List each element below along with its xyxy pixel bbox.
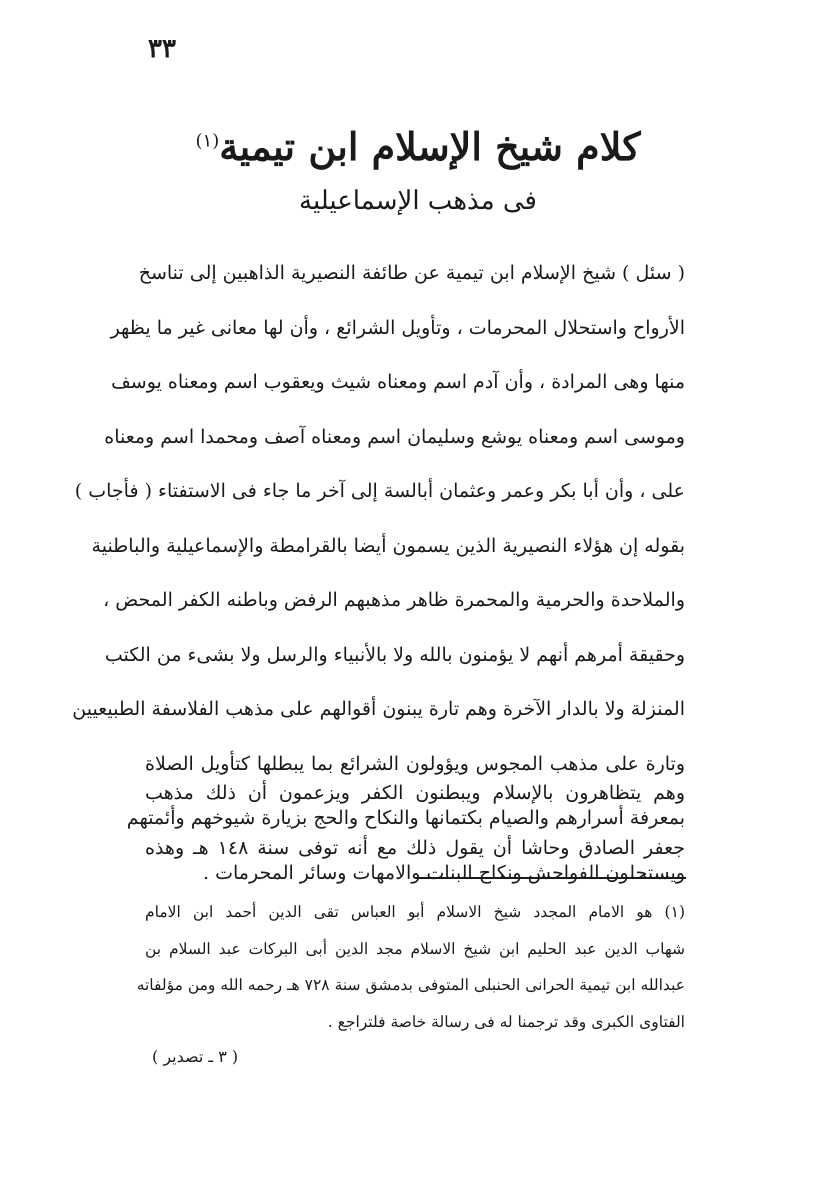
text-line: منها وهى المرادة ، وأن آدم اسم ومعناه شيث ويعقوب اسم ومعناه يوسف	[111, 371, 685, 393]
signature-mark: ( ٣ ـ تصدير )	[152, 1047, 239, 1066]
title-text: كلام شيخ الإسلام ابن تيمية	[219, 124, 641, 169]
text-line: وتارة على مذهب المجوس ويؤولون الشرائع بما يبطلها كتأويل الصلاة	[145, 752, 685, 775]
text-line: على ، وأن أبا بكر وعمر وعثمان أبالسة إلى آخر ما جاء فى الاستفتاء ( فأجاب )	[74, 480, 685, 502]
text-line: الأرواح واستحلال المحرمات ، وتأويل الشرائع ، وأن لها معانى غير ما يظهر	[110, 316, 685, 339]
footnote-line: (١) هو الامام المجدد شيخ الاسلام أبو العباس تقى الدين أحمد ابن الامام	[145, 903, 685, 921]
text-line: المنزلة ولا بالدار الآخرة وهم تارة يبنون أقوالهم على مذهب الفلاسفة الطبيعيين	[72, 698, 685, 720]
text-line: بقوله إن هؤلاء النصيرية الذين يسمون أيضا بالقرامطة والإسماعيلية والباطنية	[91, 534, 685, 557]
page-number: ٣٣	[148, 34, 176, 64]
page-subtitle: فى مذهب الإسماعيلية	[299, 186, 537, 216]
text-line: وهم يتظاهرون بالإسلام ويبطنون الكفر ويزعمون أن ذلك مذهب	[145, 782, 685, 804]
footnote	[136, 894, 685, 1040]
text-line: وحقيقة أمرهم أنهم لا يؤمنون بالله ولا بالأنبياء والرسل ولا بشىء من الكتب	[104, 643, 685, 666]
text-line: ( سئل ) شيخ الإسلام ابن تيمية عن طائفة النصيرية الذاهبين إلى تناسخ	[138, 262, 685, 284]
footnote-line: شهاب الدين عبد الحليم ابن شيخ الاسلام مجد الدين أبى البركات عبد السلام بن	[145, 939, 685, 958]
text-line: ويستحلون الفواحش ونكاح البنات والامهات وسائر المحرمات .	[203, 861, 685, 884]
text-line: بمعرفة أسرارهم والصيام بكتمانها والنكاح والحج بزيارة شيوخهم وأئمتهم	[126, 807, 685, 829]
title-footnote-mark: (١)	[195, 130, 220, 152]
text-line: وموسى اسم ومعناه يوشع وسليمان اسم ومعناه آصف ومحمدا اسم ومعناه	[104, 425, 685, 448]
text-line: والملاحدة والحرمية والمحمرة ظاهر مذهبهم الرفض وباطنه الكفر المحض ،	[103, 589, 685, 611]
text-line: جعفر الصادق وحاشا أن يقول ذلك مع أنه توفى سنة ١٤٨ هـ وهذه	[145, 836, 685, 859]
paragraph-2	[126, 766, 685, 875]
footnote-divider	[416, 877, 686, 879]
footnote-line: عبدالله ابن تيمية الحرانى الحنبلى المتوفى بدمشق سنة ٧٢٨ هـ رحمه الله ومن مؤلفاته	[136, 976, 685, 994]
footnote-line: الفتاوى الكبرى وقد ترجمنا له فى رسالة خاصة فلتراجع .	[327, 1012, 685, 1031]
page-title	[0, 124, 836, 169]
